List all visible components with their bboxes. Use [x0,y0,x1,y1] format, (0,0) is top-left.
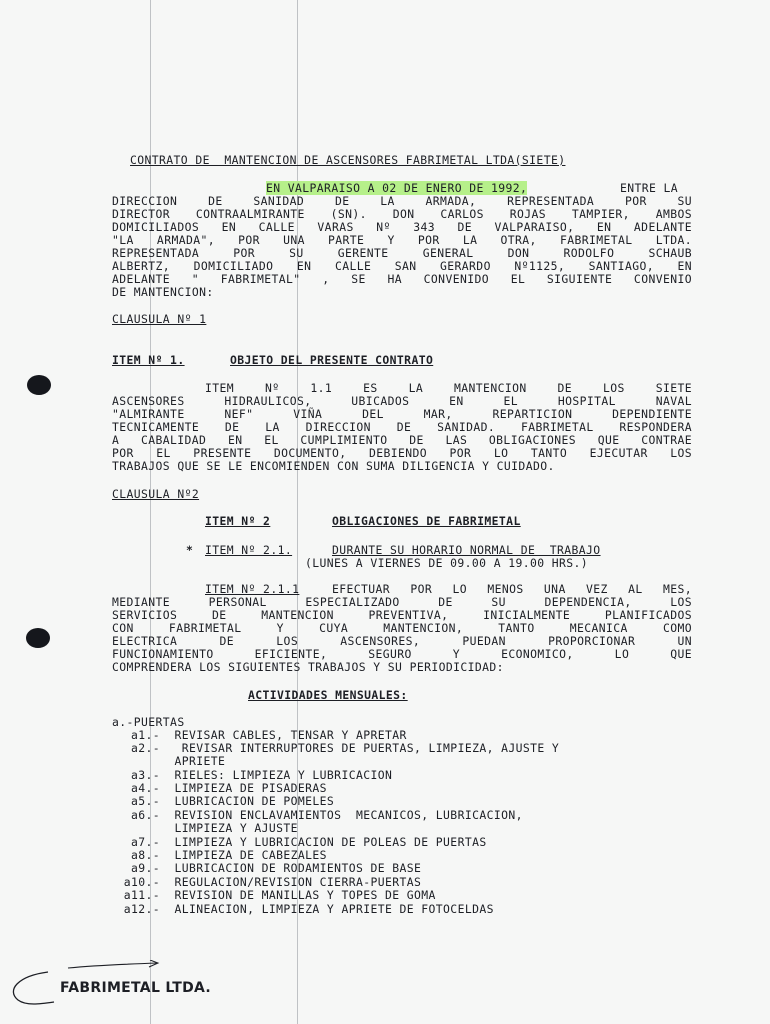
item-code: a9.- [130,861,160,875]
item-text: LIMPIEZA DE CABEZALES [174,848,327,862]
item-code: a8.- [130,848,160,862]
item-1-1-line: TECNICAMENTE DE LA DIRECCION DE SANIDAD. FABRIMETAL RESPONDERA [112,420,692,434]
item-code: a10.- [123,875,160,889]
item-2-1-1-line: CON FABRIMETAL Y CUYA MANTENCION, TANTO MECANICA COMO [112,621,692,635]
item-text: RIELES: LIMPIEZA Y LUBRICACION [174,768,393,782]
item-2-1-1-line: ELECTRICA DE LOS ASCENSORES, PUEDAN PROPORCIONAR UN [112,634,692,648]
date-highlight: EN VALPARAISO A 02 DE ENERO DE 1992, [266,181,528,195]
list-item [100,795,334,808]
item-code: a7.- [130,835,160,849]
intro-line: ENTRE LA [620,181,679,195]
item-text: REVISAR CABLES, TENSAR Y APRETAR [174,728,407,742]
activities-heading: ACTIVIDADES MENSUALES: [248,688,408,702]
item-text: LIMPIEZA Y AJUSTE [174,821,298,835]
item-2-1-label: ITEM Nº 2.1. [205,543,293,557]
item-2-1-1-line: MEDIANTE PERSONAL ESPECIALIZADO DE SU DEPENDENCIA, LOS [112,595,692,609]
clausula-1-heading: CLAUSULA Nº 1 [112,312,207,326]
item-text: LIMPIEZA Y LUBRICACION DE POLEAS DE PUERTAS [174,835,487,849]
intro-line: DE MANTENCION: [112,285,214,299]
list-item [100,862,421,875]
item-code: a6.- [130,808,160,822]
item-1-1-line: "ALMIRANTE NEF" VIÑA DEL MAR, REPARTICION DEPENDIENTE [112,407,692,421]
item-code: a12.- [123,902,160,916]
intro-line: DIRECCION DE SANIDAD DE LA ARMADA, REPRESENTADA POR SU [112,194,692,208]
item-text: LUBRICACION DE RODAMIENTOS DE BASE [174,861,422,875]
item-2-1-1-line: SERVICIOS DE MANTENCION PREVENTIVA, INICIALMENTE PLANIFICADOS [112,608,692,622]
item-code: a5.- [130,794,160,808]
item-2-1-1-line: FUNCIONAMIENTO EFICIENTE, SEGURO Y ECONOMICO, LO QUE [112,647,692,661]
item-1-1-line: ASCENSORES HIDRAULICOS, UBICADOS EN EL HOSPITAL NAVAL [112,394,692,408]
item-code: a2.- [130,741,160,755]
item-1-label: ITEM Nº 1. [112,353,185,367]
item-code: a1.- [130,728,160,742]
intro-line: ALBERTZ, DOMICILIADO EN CALLE SAN GERARDO Nº1125, SANTIAGO, EN [112,259,692,273]
item-2-1-text: DURANTE SU HORARIO NORMAL DE TRABAJO [332,543,601,557]
item-text: REVISION ENCLAVAMIENTOS MECANICOS, LUBRICACION, [174,808,523,822]
item-code: a11.- [123,888,160,902]
item-2-label: ITEM Nº 2 [205,514,271,528]
item-text: APRIETE [174,754,226,768]
item-1-1-line: TRABAJOS QUE SE LE ENCOMIENDEN CON SUMA DILIGENCIA Y CUIDADO. [112,459,555,473]
item-code: a3.- [130,768,160,782]
item-1-1-line: POR EL PRESENTE DOCUMENTO, DEBIENDO POR LO TANTO EJECUTAR LOS [112,446,692,460]
item-code: a4.- [130,781,160,795]
item-text: ALINEACION, LIMPIEZA Y APRIETE DE FOTOCELDAS [174,902,494,916]
intro-line: DOMICILIADOS EN CALLE VARAS Nº 343 DE VALPARAISO, EN ADELANTE [112,220,692,234]
list-item [100,889,436,902]
item-text: REVISION DE MANILLAS Y TOPES DE GOMA [174,888,436,902]
item-2-1-1-line: COMPRENDERA LOS SIGUIENTES TRABAJOS Y SU PERIODICIDAD: [112,660,504,674]
list-item [100,903,494,916]
intro-line: ADELANTE " FABRIMETAL" , SE HA CONVENIDO EL SIGUIENTE CONVENIO [112,272,692,286]
item-text: LUBRICACION DE POMELES [174,794,335,808]
list-item [100,822,298,835]
document-title: CONTRATO DE MANTENCION DE ASCENSORES FABRIMETAL LTDA(SIETE) [130,153,566,167]
logo-text: FABRIMETAL LTDA. [60,980,212,996]
intro-line: DIRECTOR CONTRAALMIRANTE (SN). DON CARLOS ROJAS TAMPIER, AMBOS [112,207,692,221]
item-text: REVISAR INTERRUPTORES DE PUERTAS, LIMPIEZA, AJUSTE Y [174,741,560,755]
intro-line: "LA ARMADA", POR UNA PARTE Y POR LA OTRA, FABRIMETAL LTDA. [112,233,692,247]
punch-hole [27,375,51,395]
company-logo [8,960,212,1012]
item-2-1-hours: (LUNES A VIERNES DE 09.00 A 19.00 HRS.) [305,556,589,570]
item-2-1-1-first: EFECTUAR POR LO MENOS UNA VEZ AL MES, [332,582,692,596]
clausula-2-heading: CLAUSULA Nº2 [112,487,200,501]
section-a-heading: a.-PUERTAS [112,715,185,729]
item-text: LIMPIEZA DE PISADERAS [174,781,327,795]
bullet-asterisk: * [186,543,194,557]
item-1-title: OBJETO DEL PRESENTE CONTRATO [230,353,434,367]
list-item [100,755,225,768]
item-1-1-line: ITEM Nº 1.1 ES LA MANTENCION DE LOS SIETE [205,381,692,395]
item-text: REGULACION/REVISION CIERRA-PUERTAS [174,875,422,889]
intro-line: REPRESENTADA POR SU GERENTE GENERAL DON RODOLFO SCHAUB [112,246,692,260]
item-1-1-line: A CABALIDAD EN EL CUMPLIMIENTO DE LAS OBLIGACIONES QUE CONTRAE [112,433,692,447]
item-2-title: OBLIGACIONES DE FABRIMETAL [332,514,521,528]
item-2-1-1-label: ITEM Nº 2.1.1 [205,582,300,596]
punch-hole [26,628,50,648]
